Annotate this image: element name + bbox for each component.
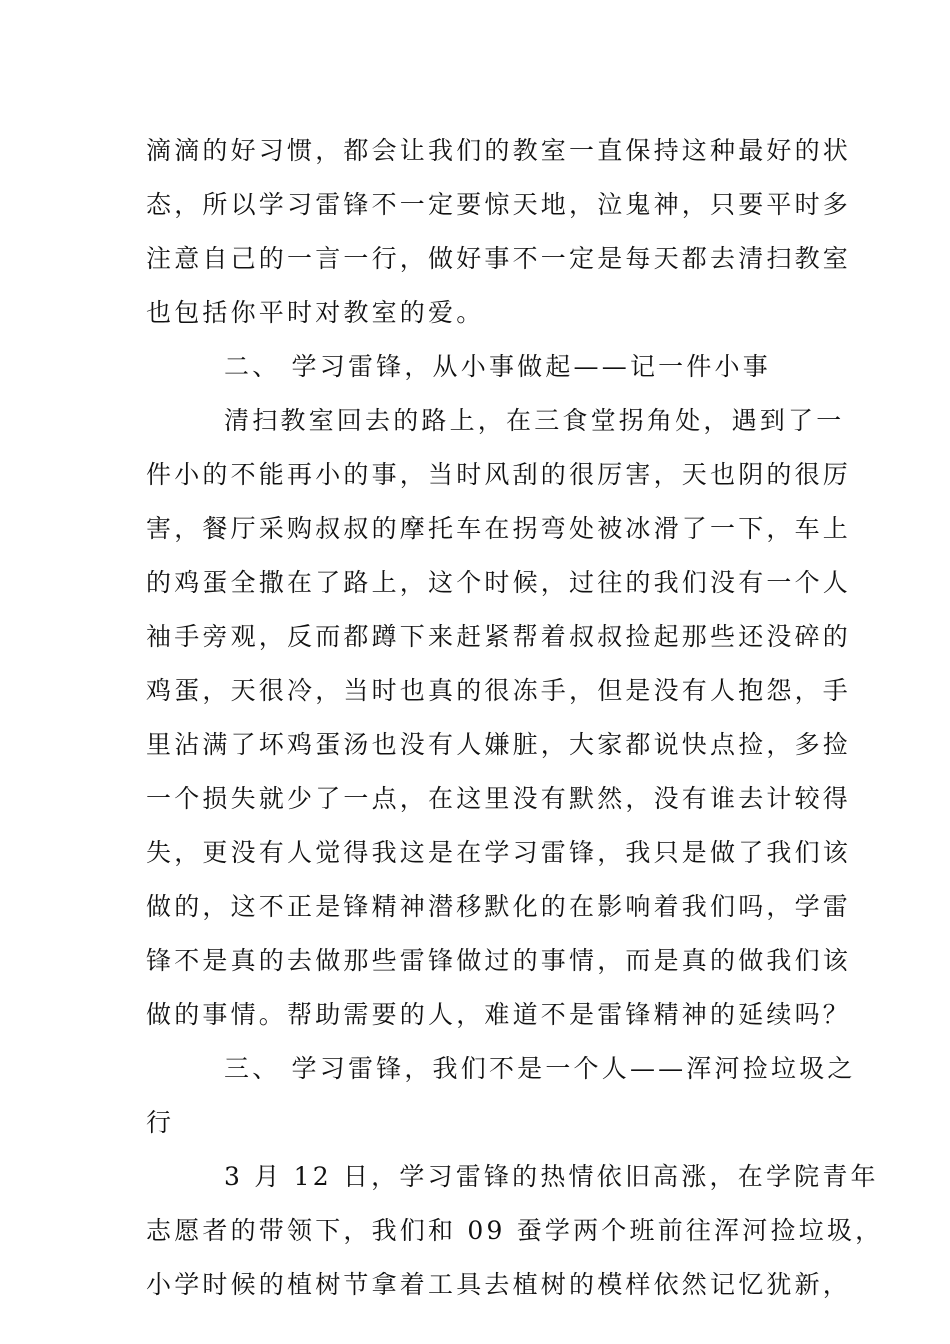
text-line: 3 月 12 日，学习雷锋的热情依旧高涨，在学院青年 bbox=[224, 1162, 879, 1191]
text-line: 做的事情。帮助需要的人，难道不是雷锋精神的延续吗？ bbox=[146, 1000, 852, 1029]
text-line: 行 bbox=[146, 1108, 175, 1137]
text-line: 袖手旁观，反而都蹲下来赶紧帮着叔叔捡起那些还没碎的 bbox=[146, 622, 852, 651]
text-line: 清扫教室回去的路上，在三食堂拐角处，遇到了一 bbox=[224, 406, 845, 435]
text-line: 注意自己的一言一行，做好事不一定是每天都去清扫教室 bbox=[146, 244, 852, 273]
text-line: 的鸡蛋全撒在了路上，这个时候，过往的我们没有一个人 bbox=[146, 568, 852, 597]
text-line: 滴滴的好习惯，都会让我们的教室一直保持这种最好的状 bbox=[146, 136, 852, 165]
section-heading-2: 二、 学习雷锋，从小事做起——记一件小事 bbox=[224, 352, 771, 381]
document-body bbox=[146, 124, 884, 1312]
section-heading-3: 三、 学习雷锋，我们不是一个人——浑河捡垃圾之 bbox=[224, 1054, 856, 1083]
text-line: 锋不是真的去做那些雷锋做过的事情，而是真的做我们该 bbox=[146, 946, 852, 975]
text-line: 里沾满了坏鸡蛋汤也没有人嫌脏，大家都说快点捡，多捡 bbox=[146, 730, 852, 759]
text-line: 也包括你平时对教室的爱。 bbox=[146, 298, 485, 327]
text-line: 一个损失就少了一点，在这里没有默然，没有谁去计较得 bbox=[146, 784, 852, 813]
text-line: 态，所以学习雷锋不一定要惊天地，泣鬼神，只要平时多 bbox=[146, 190, 852, 219]
text-line: 做的，这不正是锋精神潜移默化的在影响着我们吗，学雷 bbox=[146, 892, 852, 921]
text-line: 小学时候的植树节拿着工具去植树的模样依然记忆犹新， bbox=[146, 1270, 852, 1299]
text-line: 志愿者的带领下，我们和 09 蚕学两个班前往浑河捡垃圾， bbox=[146, 1216, 884, 1245]
text-line: 件小的不能再小的事，当时风刮的很厉害，天也阴的很厉 bbox=[146, 460, 852, 489]
text-line: 鸡蛋，天很冷，当时也真的很冻手，但是没有人抱怨，手 bbox=[146, 676, 852, 705]
text-line: 害，餐厅采购叔叔的摩托车在拐弯处被冰滑了一下，车上 bbox=[146, 514, 852, 543]
text-line: 失，更没有人觉得我这是在学习雷锋，我只是做了我们该 bbox=[146, 838, 852, 867]
